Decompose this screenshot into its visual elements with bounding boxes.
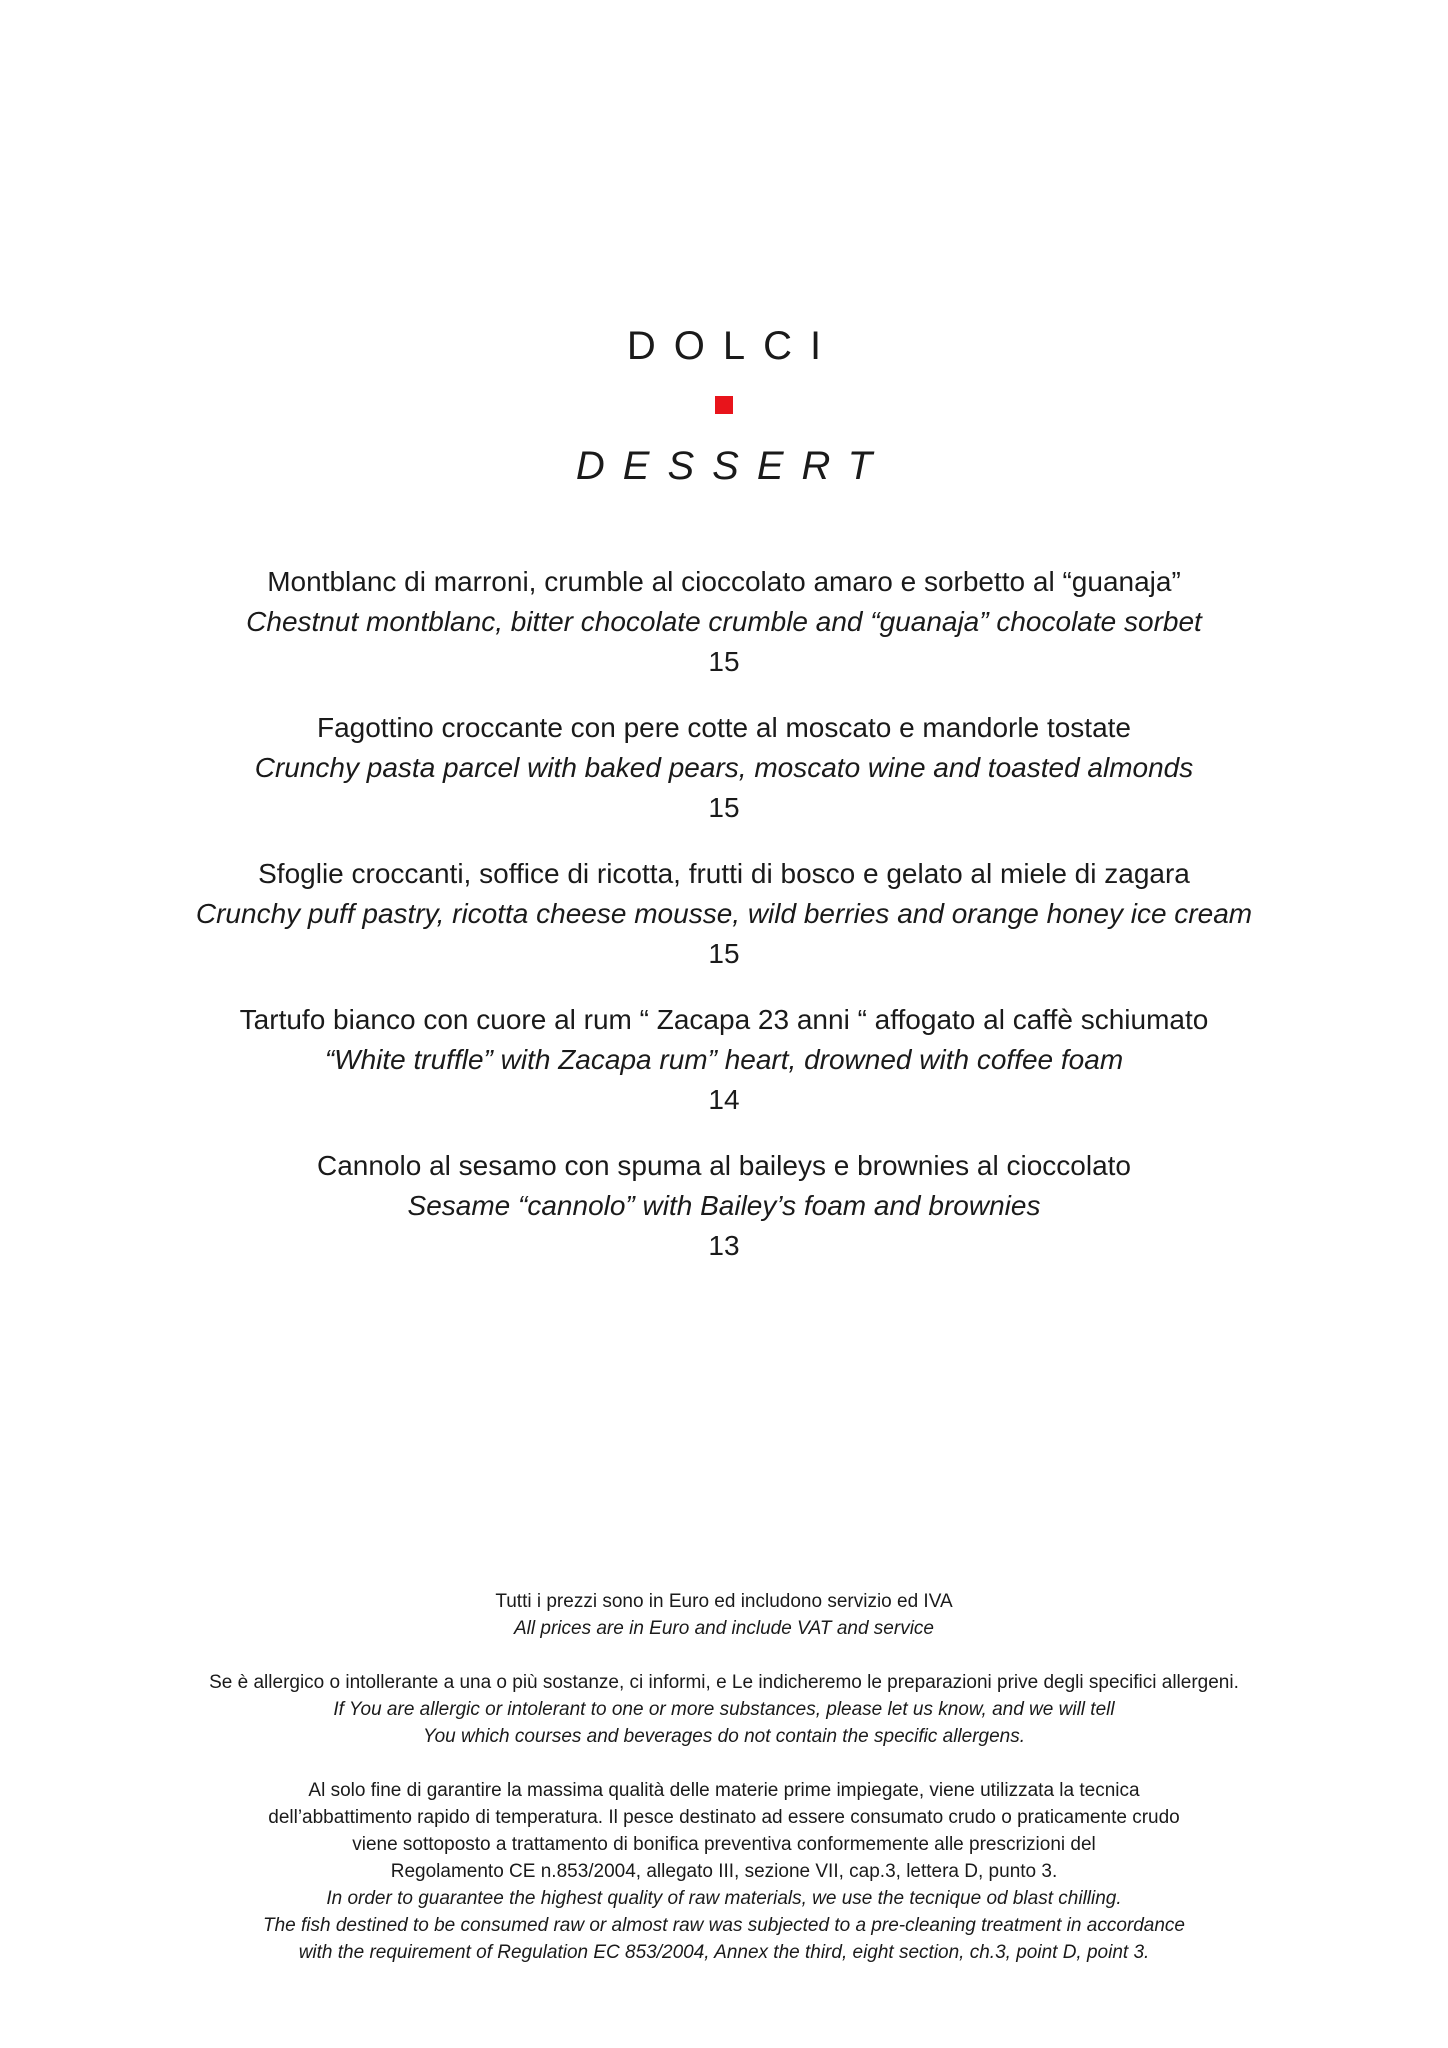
prices-note-english: All prices are in Euro and include VAT and service [514,1618,934,1639]
dessert-item [0,708,1448,828]
chilling-note-english-line: In order to guarantee the highest quality of raw materials, we use the tecnique od blast chilling. [326,1888,1122,1909]
title-english: DESSERT [575,444,891,488]
chilling-note-english-line: The fish destined to be consumed raw or almost raw was subjected to a pre-cleaning treatment in accordance [263,1915,1185,1936]
dessert-item [0,562,1448,682]
dessert-list [0,562,1448,1292]
dessert-name-italian: Sfoglie croccanti, soffice di ricotta, frutti di bosco e gelato al miele di zagara [258,858,1190,889]
dessert-item [0,1146,1448,1266]
red-square-ornament [715,396,733,414]
menu-header [0,318,1448,494]
dessert-name-english: Crunchy pasta parcel with baked pears, moscato wine and toasted almonds [254,752,1194,783]
blast-chilling-note [0,1777,1448,1966]
dessert-price: 15 [708,646,740,677]
allergens-note-english-line: If You are allergic or intolerant to one or more substances, please let us know, and we will tell [333,1699,1115,1720]
dessert-item [0,1000,1448,1120]
dessert-name-english: Chestnut montblanc, bitter chocolate crumble and “guanaja” chocolate sorbet [246,606,1202,637]
chilling-note-italian-line: dell’abbattimento rapido di temperatura. Il pesce destinato ad essere consumato crudo o praticamente crudo [268,1807,1180,1828]
allergens-note [0,1669,1448,1750]
chilling-note-italian-line: viene sottoposto a trattamento di bonifica preventiva conformemente alle prescrizioni del [352,1834,1096,1855]
title-italian: DOLCI [626,324,840,368]
prices-note [0,1588,1448,1642]
dessert-item [0,854,1448,974]
dessert-price: 13 [708,1230,740,1261]
menu-footer-notes [0,1588,1448,1993]
dessert-name-english: Crunchy puff pastry, ricotta cheese mousse, wild berries and orange honey ice cream [195,898,1253,929]
chilling-note-italian-line: Regolamento CE n.853/2004, allegato III, sezione VII, cap.3, lettera D, punto 3. [390,1861,1058,1882]
dessert-name-italian: Tartufo bianco con cuore al rum “ Zacapa 23 anni “ affogato al caffè schiumato [239,1004,1209,1035]
dessert-price: 14 [708,1084,740,1115]
prices-note-italian: Tutti i prezzi sono in Euro ed includono servizio ed IVA [495,1591,953,1612]
dessert-name-italian: Fagottino croccante con pere cotte al moscato e mandorle tostate [316,712,1131,743]
allergens-note-italian: Se è allergico o intollerante a una o più sostanze, ci informi, e Le indicheremo le preparazioni prive degli specifici allergeni. [209,1672,1239,1693]
dessert-name-english: “White truffle” with Zacapa rum” heart, drowned with coffee foam [324,1044,1124,1075]
dessert-name-italian: Montblanc di marroni, crumble al cioccolato amaro e sorbetto al “guanaja” [267,566,1181,597]
dessert-name-english: Sesame “cannolo” with Bailey’s foam and brownies [407,1190,1041,1221]
chilling-note-english-line: with the requirement of Regulation EC 853/2004, Annex the third, eight section, ch.3, point D, point 3. [298,1942,1150,1963]
dessert-name-italian: Cannolo al sesamo con spuma al baileys e brownies al cioccolato [317,1150,1131,1181]
allergens-note-english-line: You which courses and beverages do not contain the specific allergens. [422,1726,1026,1747]
chilling-note-italian-line: Al solo fine di garantire la massima qualità delle materie prime impiegate, viene utilizzata la tecnica [308,1780,1140,1801]
dessert-price: 15 [708,792,740,823]
dessert-price: 15 [708,938,740,969]
